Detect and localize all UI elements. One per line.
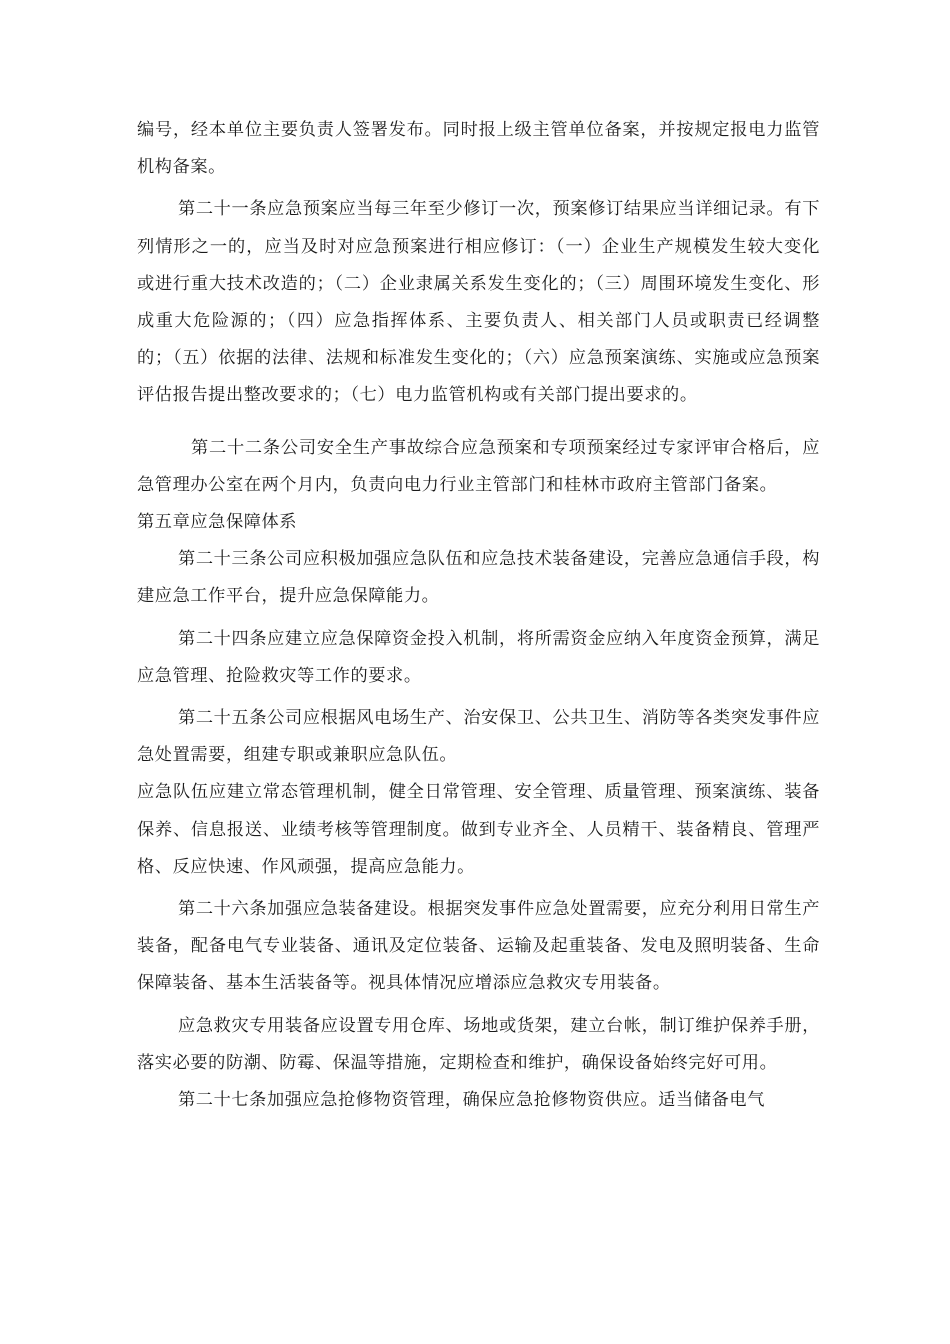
emergency-team-paragraph: 应急队伍应建立常态管理机制，健全日常管理、安全管理、质量管理、预案演练、装备保养、信息报送、业绩考核等管理制度。做到专业齐全、人员精干、装备精良、管理严格、反应快速、作风顽强，提高应急能力。 xyxy=(137,782,820,877)
article-21: 第二十一条应急预案应当每三年至少修订一次，预案修订结果应当详细记录。有下列情形之一的，应当及时对应急预案进行相应修订：（一）企业生产规模发生较大变化或进行重大技术改造的；（二）企业隶属关系发生变化的；（三）周围环境发生变化、形成重大危险源的；（四）应急指挥体系、主要负责人、相关部门人员或职责已经调整的；（五）依据的法律、法规和标准发生变化的；（六）应急预案演练、实施或应急预案评估报告提出整改要求的；（七）电力监管机构或有关部门提出要求的。 xyxy=(137,199,820,406)
article-22: 第二十二条公司安全生产事故综合应急预案和专项预案经过专家评审合格后，应急管理办公室在两个月内，负责向电力行业主管部门和桂林市政府主管部门备案。 xyxy=(137,437,820,495)
article-24: 第二十四条应建立应急保障资金投入机制，将所需资金应纳入年度资金预算，满足应急管理、抢险救灾等工作的要求。 xyxy=(137,628,820,686)
equipment-storage-paragraph: 应急救灾专用装备应设置专用仓库、场地或货架，建立台帐，制订维护保养手册，落实必要的防潮、防霉、保温等措施，定期检查和维护，确保设备始终完好可用。 xyxy=(137,1015,820,1073)
article-27: 第二十七条加强应急抢修物资管理，确保应急抢修物资供应。适当储备电气 xyxy=(178,1090,765,1111)
document-body xyxy=(137,112,820,1119)
chapter-heading: 第五章应急保障体系 xyxy=(137,512,298,533)
paragraph-continuation: 编号，经本单位主要负责人签署发布。同时报上级主管单位备案，并按规定报电力监管机构备案。 xyxy=(137,120,820,178)
article-26: 第二十六条加强应急装备建设。根据突发事件应急处置需要，应充分利用日常生产装备，配备电气专业装备、通讯及定位装备、运输及起重装备、发电及照明装备、生命保障装备、基本生活装备等。视具体情况应增添应急救灾专用装备。 xyxy=(137,899,820,994)
article-23: 第二十三条公司应积极加强应急队伍和应急技术装备建设，完善应急通信手段，构建应急工作平台，提升应急保障能力。 xyxy=(137,549,820,607)
article-25: 第二十五条公司应根据风电场生产、治安保卫、公共卫生、消防等各类突发事件应急处置需要，组建专职或兼职应急队伍。 xyxy=(137,708,820,766)
